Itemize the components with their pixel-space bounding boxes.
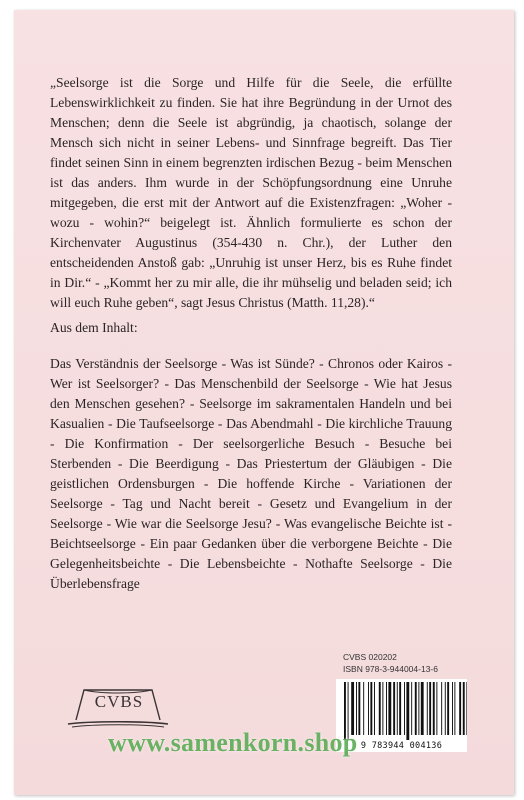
isbn-text: ISBN 978-3-944004-13-6: [343, 664, 438, 674]
publisher-logo: [62, 686, 174, 730]
blurb-paragraph: „Seelsorge ist die Sorge und Hilfe für die Seele, die erfüllte Lebenswirklichkeit zu finden. Sie hat ihre Begründung in der Urnot des Menschen; denn die Seele ist abgründig, ja chaotisch, solange der Mensch sich nicht in seiner Lebens- und Sinnfrage begreift. Das Tier findet seinen Sinn in einem begrenzten irdischen Bezug - beim Menschen ist das anders. Ihm wurde in der Schöpfungsordnung eine Unruhe mitgegeben, die erst mit der Antwort auf die Existenzfragen: „Woher - wozu - wohin?“ beigelegt ist. Ähnlich formulierte es schon der Kirchenvater Augustinus (354-430 n. Chr.), der Luther den entscheidenden Anstoß gab: „Unruhig ist unser Herz, bis es Ruhe findet in Dir.“ - „Kommt her zu mir alle, die ihr mühselig und beladen seid; ich will euch Ruhe geben“, sagt Jesus Christus (Matth. 11,28).“: [50, 75, 452, 310]
book-codes: [343, 651, 463, 675]
order-code: CVBS 020202: [343, 652, 397, 662]
publisher-logo-text: CVBS: [94, 692, 144, 711]
shop-watermark: www.samenkorn.shop: [108, 728, 358, 757]
barcode-digits: 9 783944 004136: [360, 741, 443, 751]
contents-list: Das Verständnis der Seelsorge - Was ist Sünde? - Chronos oder Kairos - Wer ist Seelsorger? - Das Menschenbild der Seelsorge - Wie hat Jesus den Menschen gesehen? - Seelsorge im sakramentalen Handeln und bei Kasualien - Die Taufseelsorge - Das Abendmahl - Die kirchliche Trauung - Die Konfirmation - Der seelsorgerliche Besuch - Besuche bei Sterbenden - Die Beerdigung - Das Priestertum der Gläubigen - Die geistlichen Ordensburgen - Die hoffende Kirche - Variationen der Seelsorge - Tag und Nacht bereit - Gesetz und Evangelium in der Seelsorge - Wie war die Seelsorge Jesu? - Was evangelische Beichte ist - Beichtseelsorge - Ein paar Gedanken über die verborgene Beichte - Die Gelegenheitsbeichte - Die Lebensbeichte - Nothafte Seelsorge - Die Überlebensfrage: [50, 356, 452, 591]
contents-heading: Aus dem Inhalt:: [50, 320, 138, 335]
